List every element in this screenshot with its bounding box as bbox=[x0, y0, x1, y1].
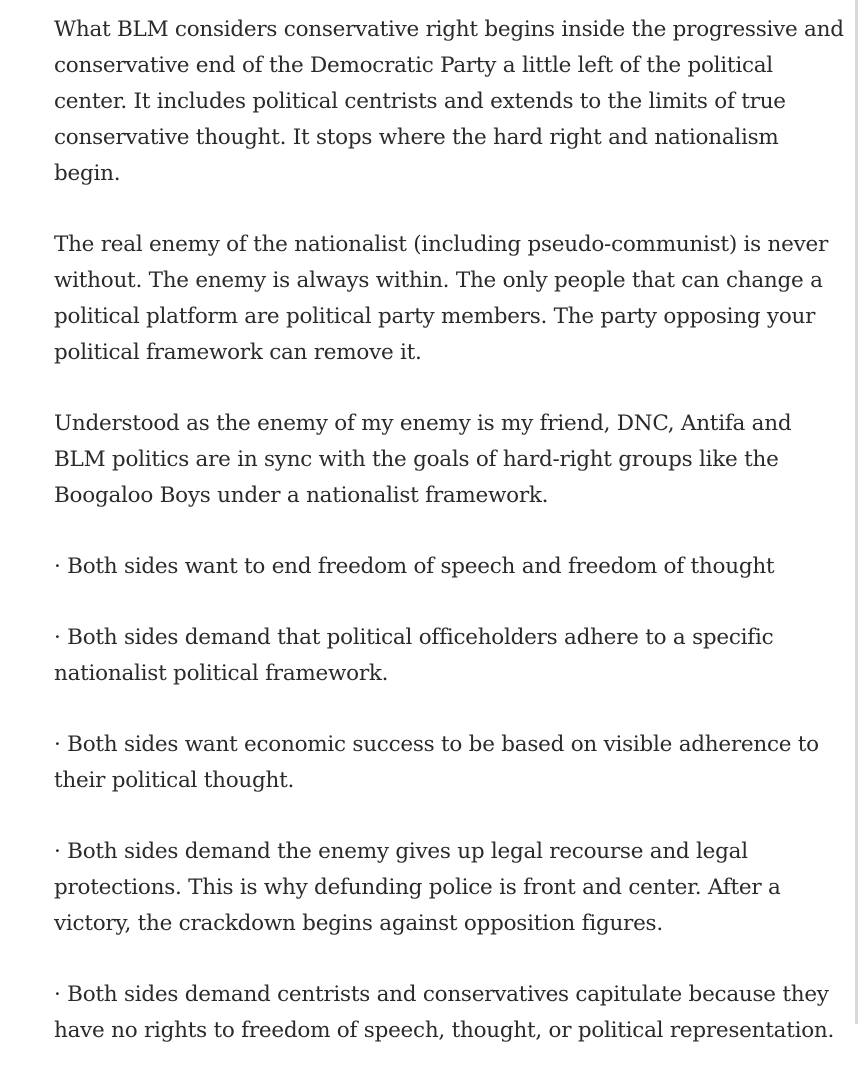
bullet-freedom-of-speech: · Both sides want to end freedom of speech and freedom of thought bbox=[54, 554, 775, 579]
bullet-officeholders-framework: · Both sides demand that political officeholders adhere to a specific nationalist political framework. bbox=[54, 625, 774, 686]
bullet-economic-success: · Both sides want economic success to be based on visible adherence to their political thought. bbox=[54, 732, 819, 793]
paragraph-blm-conservative-right: What BLM considers conservative right begins inside the progressive and conservative end of the Democratic Party a little left of the political center. It includes political centrists and extends to the limits of true conservative thought. It stops where the hard right and nationalism begin. bbox=[54, 17, 844, 186]
paragraph-real-enemy: The real enemy of the nationalist (including pseudo-communist) is never without. The enemy is always within. The only people that can change a political platform are political party members. The party opposing your political framework can remove it. bbox=[54, 232, 829, 365]
paragraph-enemy-of-my-enemy: Understood as the enemy of my enemy is my friend, DNC, Antifa and BLM politics are in sync with the goals of hard-right groups like the Boogaloo Boys under a nationalist framework. bbox=[54, 411, 792, 508]
bullet-legal-recourse: · Both sides demand the enemy gives up legal recourse and legal protections. This is why defunding police is front and center. After a victory, the crackdown begins against opposition figures. bbox=[54, 839, 781, 936]
bullet-capitulate: · Both sides demand centrists and conservatives capitulate because they have no rights to freedom of speech, thought, or political representation. bbox=[54, 982, 835, 1043]
article-body bbox=[54, 12, 844, 1084]
